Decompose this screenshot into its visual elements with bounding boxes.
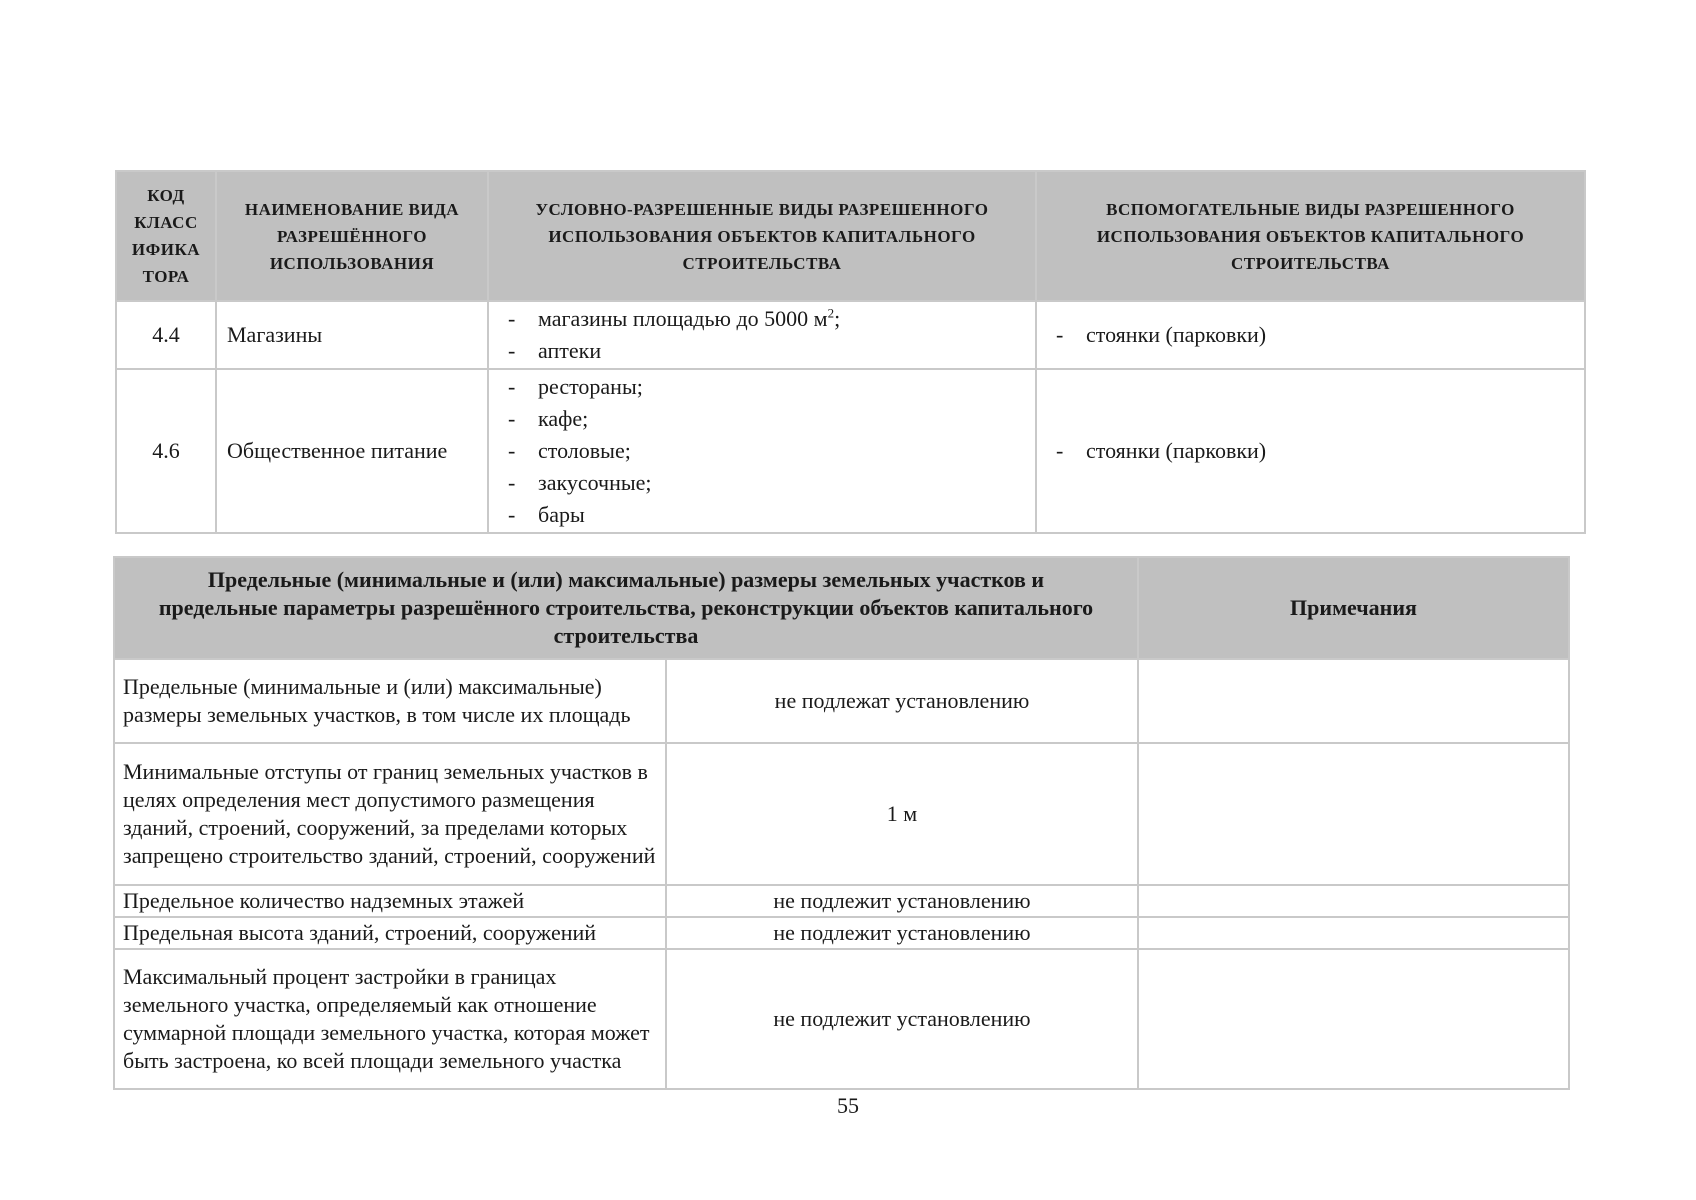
param-note — [1138, 949, 1569, 1089]
conditional-list — [490, 303, 1034, 367]
list-item: - кафе; — [508, 403, 1034, 435]
table-row — [114, 743, 1569, 885]
list-item: - столовые; — [508, 435, 1034, 467]
param-value: 1 м — [666, 743, 1138, 885]
auxiliary-cell — [1036, 301, 1585, 369]
param-label: Максимальный процент застройки в границах земельного участка, определяемый как отношение суммарной площади земельного участка, которая может быть застроена, ко всей площади земельного участка — [114, 949, 666, 1089]
param-note — [1138, 659, 1569, 743]
conditional-list — [490, 371, 1034, 531]
header-params: Предельные (минимальные и (или) максимальные) размеры земельных участков и предельные параметры разрешённого строительства, реконструкции объектов капитального строительства — [114, 557, 1138, 659]
code-cell: 4.6 — [116, 369, 216, 533]
header-notes: Примечания — [1138, 557, 1569, 659]
param-note — [1138, 917, 1569, 949]
auxiliary-list — [1038, 319, 1583, 351]
param-value: не подлежит установлению — [666, 885, 1138, 917]
param-label: Предельные (минимальные и (или) максимальные) размеры земельных участков, в том числе их площадь — [114, 659, 666, 743]
list-item: - магазины площадью до 5000 $м^2$; — [508, 303, 1034, 335]
list-item: - рестораны; — [508, 371, 1034, 403]
list-item: - бары — [508, 499, 1034, 531]
auxiliary-list — [1038, 435, 1583, 467]
page-number: 55 — [837, 1093, 859, 1118]
param-note — [1138, 885, 1569, 917]
table2-header-row — [114, 557, 1569, 659]
param-label: Предельное количество надземных этажей — [114, 885, 666, 917]
param-note — [1138, 743, 1569, 885]
param-label: Минимальные отступы от границ земельных участков в целях определения мест допустимого размещения зданий, строений, сооружений, за пределами которых запрещено строительство зданий, строений, сооружений — [114, 743, 666, 885]
permitted-use-table — [115, 170, 1586, 534]
parameters-table — [113, 556, 1570, 1090]
table-row — [114, 949, 1569, 1089]
code-cell: 4.4 — [116, 301, 216, 369]
param-value: не подлежат установлению — [666, 659, 1138, 743]
table-row — [116, 369, 1585, 533]
conditional-cell — [488, 369, 1036, 533]
param-value: не подлежит установлению — [666, 917, 1138, 949]
table-row — [114, 885, 1569, 917]
table-row — [114, 659, 1569, 743]
list-item: - закусочные; — [508, 467, 1034, 499]
param-label: Предельная высота зданий, строений, сооружений — [114, 917, 666, 949]
list-item: - стоянки (парковки) — [1056, 319, 1583, 351]
name-cell: Магазины — [216, 301, 488, 369]
list-item: - стоянки (парковки) — [1056, 435, 1583, 467]
auxiliary-cell — [1036, 369, 1585, 533]
header-conditional: УСЛОВНО-РАЗРЕШЕННЫЕ ВИДЫ РАЗРЕШЕННОГО ИСПОЛЬЗОВАНИЯ ОБЪЕКТОВ КАПИТАЛЬНОГО СТРОИТЕЛЬСТВА — [488, 171, 1036, 301]
name-cell: Общественное питание — [216, 369, 488, 533]
list-item: - аптеки — [508, 335, 1034, 367]
table1-header-row — [116, 171, 1585, 301]
header-auxiliary: ВСПОМОГАТЕЛЬНЫЕ ВИДЫ РАЗРЕШЕННОГО ИСПОЛЬЗОВАНИЯ ОБЪЕКТОВ КАПИТАЛЬНОГО СТРОИТЕЛЬСТВА — [1036, 171, 1585, 301]
header-code: КОД КЛАСС ИФИКА ТОРА — [116, 171, 216, 301]
table-row — [116, 301, 1585, 369]
conditional-cell — [488, 301, 1036, 369]
table-row — [114, 917, 1569, 949]
header-name: НАИМЕНОВАНИЕ ВИДА РАЗРЕШЁННОГО ИСПОЛЬЗОВАНИЯ — [216, 171, 488, 301]
param-value: не подлежит установлению — [666, 949, 1138, 1089]
